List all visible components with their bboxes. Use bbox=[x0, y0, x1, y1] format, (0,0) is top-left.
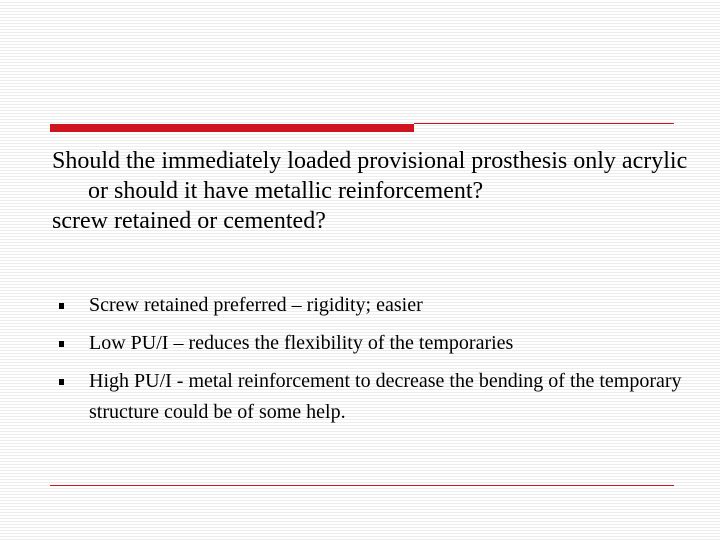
bullet-text: High PU/I - metal reinforcement to decrease the bending of the temporary structure could be of some help. bbox=[89, 370, 682, 423]
bullet-item bbox=[52, 290, 692, 321]
title-question-1: Should the immediately loaded provisional prosthesis only acrylic or should it have metallic reinforcement? bbox=[52, 148, 688, 204]
bullet-item bbox=[52, 328, 692, 359]
title-rule-thick bbox=[50, 124, 414, 132]
bullet-list bbox=[52, 290, 692, 428]
slide-title bbox=[52, 146, 692, 236]
bullet-text: Low PU/I – reduces the flexibility of the temporaries bbox=[89, 332, 514, 354]
square-bullet-icon bbox=[59, 379, 64, 385]
footer-rule bbox=[50, 485, 674, 486]
square-bullet-icon bbox=[59, 341, 64, 347]
bullet-item bbox=[52, 366, 692, 428]
title-question-2: screw retained or cemented? bbox=[52, 208, 326, 234]
square-bullet-icon bbox=[59, 303, 64, 309]
bullet-text: Screw retained preferred – rigidity; easier bbox=[89, 294, 423, 316]
title-rule-thin bbox=[414, 123, 674, 124]
